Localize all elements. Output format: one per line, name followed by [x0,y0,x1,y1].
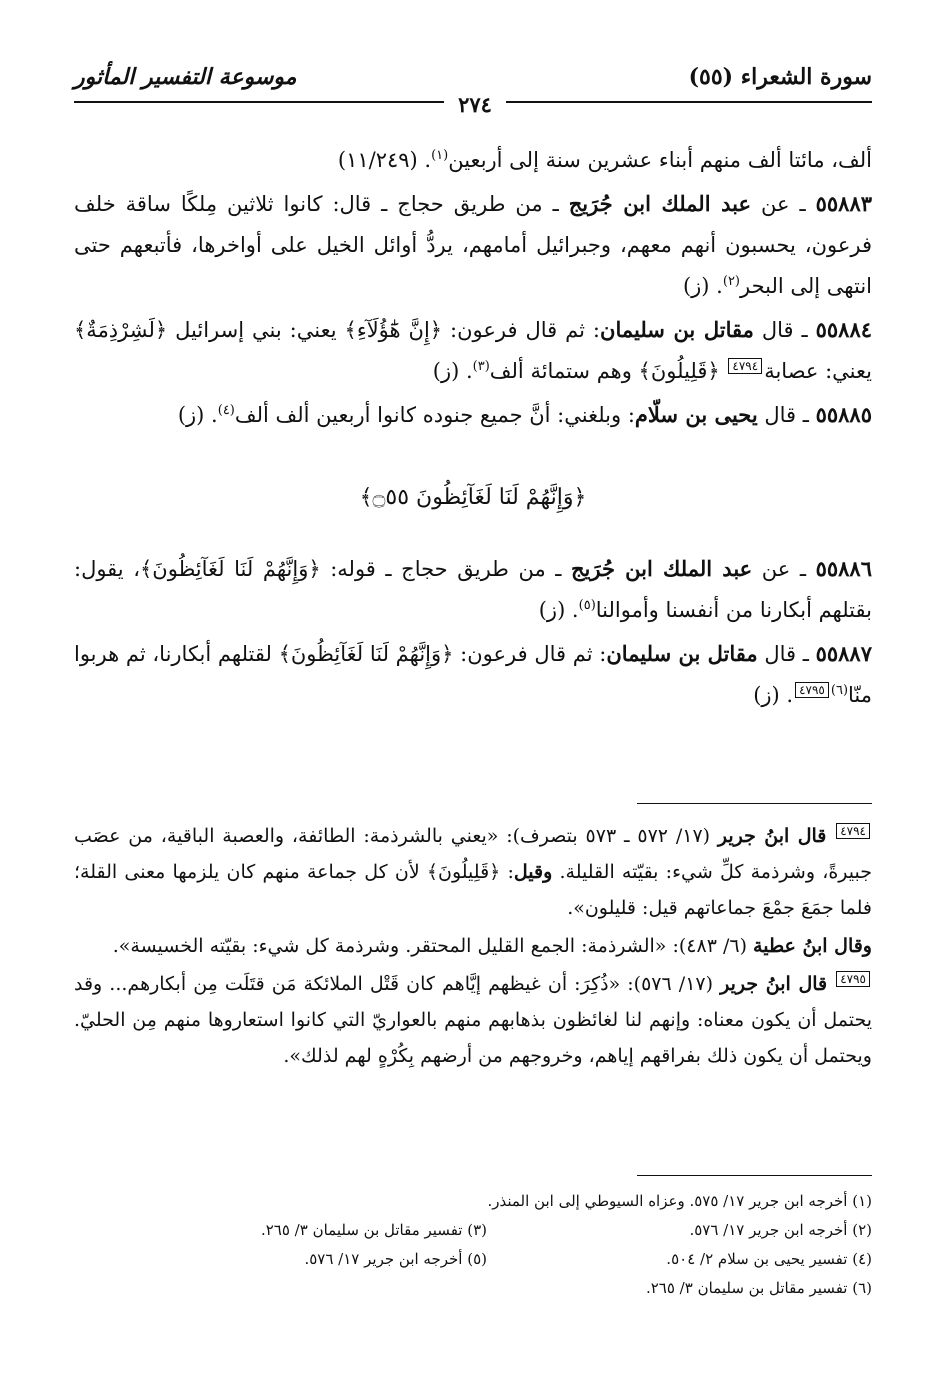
narrator-name: يحيى بن سلّام [634,402,758,427]
commentary-number-box: ٤٧٩٤ [836,823,870,839]
footnote-4: (٤) تفسير يحيى بن سلام ٢/ ٥٠٤. [666,1250,872,1268]
narration-number: ٥٥٨٨٥ [815,402,872,427]
text: ـ قال [753,318,816,342]
narration-number: ٥٥٨٨٧ [815,641,872,666]
text: : ثم قال فرعون: ﴿إِنَّ هَٰٓؤُلَآءِ﴾ يعني: بني إسرائيل ﴿لَشِرْذِمَةٌ﴾ يعني: عصابة [74,318,872,383]
commentary-separator [637,803,872,804]
footnote-row [74,1216,872,1245]
footnote-ref[interactable]: (١) [431,148,449,163]
running-header-book-title: موسوعة التفسير المأثور [74,64,297,90]
page-number [0,92,950,117]
text: : وبلغني: أنَّ جميع جنوده كانوا أربعين ألف ألف [234,403,635,427]
footnote-row [74,1245,872,1274]
commentary-ibn-atiyya [74,928,872,964]
commentary-4795 [74,966,872,1074]
text: ﴿قَلِيلُونَ﴾ وهم ستمائة ألف [489,359,727,383]
footnote-row [74,1274,872,1303]
commentary-ref-box[interactable]: ٤٧٩٤ [728,358,762,374]
footnote-row [74,1187,872,1216]
text: ـ عن [751,192,816,216]
text: . (ز) [177,403,218,427]
commentary-number-box: ٤٧٩٥ [836,971,870,987]
text: (١٧/ ٥٧٢ ـ ٥٧٣ بتصرف): «يعني بالشرذمة: الطائفة، والعصبة الباقية، من عصَب جبيرةً، وشرذمة كلِّ شيء: بقيّته القليلة. [74,825,872,883]
text: ـ عن [752,557,816,581]
text: ـ قال [757,403,816,427]
narration-number: ٥٥٨٨٤ [815,317,873,342]
footnote-5: (٥) أخرجه ابن جرير ١٧/ ٥٧٦. [304,1250,487,1268]
footnote-1: (١) أخرجه ابن جرير ١٧/ ٥٧٥. وعزاه السيوطي إلى ابن المنذر. [487,1192,872,1210]
commentary-4794 [74,818,872,926]
commentary-ref-box[interactable]: ٤٧٩٥ [795,682,829,698]
narrator-name: مقاتل بن سليمان [606,641,758,666]
text: ـ من طريق حجاج ـ قال: كانوا ثلاثين مِلكًا ساقة خلف فرعون، يحسبون أنهم معهم، وجبرائيل أمامهم، يردُّ أوائل الخيل على أواخرها، فأتبعهم حتى انتهى إلى البحر [74,192,872,298]
footnote-3: (٣) تفسير مقاتل بن سليمان ٣/ ٢٦٥. [260,1221,487,1239]
footnote-ref[interactable]: (٦) [830,683,849,698]
narration-number: ٥٥٨٨٣ [815,191,873,216]
text: : ﴿قَلِيلُونَ﴾ لأن كل جماعة منهم كان يلزمها معنى القلة؛ فلما جمَعَ جمْعَ جماعاتهم قيل: قليلون». [74,861,872,919]
commentator-name: قال ابنُ جرير [717,825,827,847]
commentator-name: قال ابنُ جرير [720,973,828,995]
narrator-name: عبد الملك ابن جُرَيج [571,556,753,581]
text: ألف، مائتا ألف منهم أبناء عشرين سنة إلى أربعين [448,148,872,172]
footnote-2: (٢) أخرجه ابن جرير ١٧/ ٥٧٦. [689,1221,872,1239]
text: ـ قال [757,642,816,666]
text: . (ز) [432,359,473,383]
text: . (ز) [682,274,723,298]
footnote-ref[interactable]: (٤) [217,403,235,418]
text: ـ من طريق حجاج ـ قوله: ﴿وَإِنَّهُمْ لَنَا لَغَآئِظُونَ﴾، يقول: بقتلهم أبكارنا من أنفسنا وأموالنا [74,557,872,622]
running-header-surah: سورة الشعراء (٥٥) [688,64,872,90]
text: . (١١/٢٤٩) [337,148,432,172]
footnote-ref[interactable]: (٢) [722,274,740,289]
verse-heading: ﴿وَإِنَّهُمْ لَنَا لَغَآئِظُونَ ۝٥٥﴾ [359,485,587,510]
commentator-name: وقال ابنُ عطية [753,935,872,957]
commentary-notes [74,818,872,1076]
footnote-ref[interactable]: (٣) [472,359,490,374]
text: . (ز) [538,598,579,622]
footnotes [74,1187,872,1303]
narration-55884 [74,309,872,392]
narrator-name: عبد الملك ابن جُرَيج [568,191,752,216]
page-number-text: ٢٧٤ [444,92,506,117]
narration-number: ٥٥٨٨٦ [815,556,872,581]
text: (١٧/ ٥٧٦): «ذُكِرَ: أن غيظهم إيَّاهم كان قَتْل الملائكة مَن قتَلَت مِن أبكارهم... وقد يحتمل أن يكون معناه: وإنهم لنا لغائظون بذهابهم منهم بالعواريّ التي كانوا استعاروها منهم مِن الحليّ. ويحتمل أن يكون ذلك بفراقهم إياهم، وخروجهم من أرضهم بِكُرْهٍ لهم لذلك». [74,973,872,1067]
footnote-separator [637,1175,872,1176]
narration-55883 [74,183,872,307]
footnote-6: (٦) تفسير مقاتل بن سليمان ٣/ ٢٦٥. [645,1279,872,1297]
text: : ثم قال فرعون: ﴿وَإِنَّهُمْ لَنَا لَغَآئِظُونَ﴾ لقتلهم أبكارنا، ثم هربوا منّا [74,642,872,707]
footnote-ref[interactable]: (٥) [578,598,596,613]
narration-55885 [74,394,872,436]
main-text [74,140,872,718]
narration-55887 [74,633,872,716]
narrator-name: مقاتل بن سليمان [600,317,754,342]
narration-55886 [74,548,872,631]
text-bold: وقيل [513,861,553,883]
text: (٦/ ٤٨٣): «الشرذمة: الجمع القليل المحتقر. وشرذمة كل شيء: بقيّته الخسيسة». [112,935,754,957]
text: . (ز) [753,683,794,707]
paragraph-continued [74,140,872,181]
